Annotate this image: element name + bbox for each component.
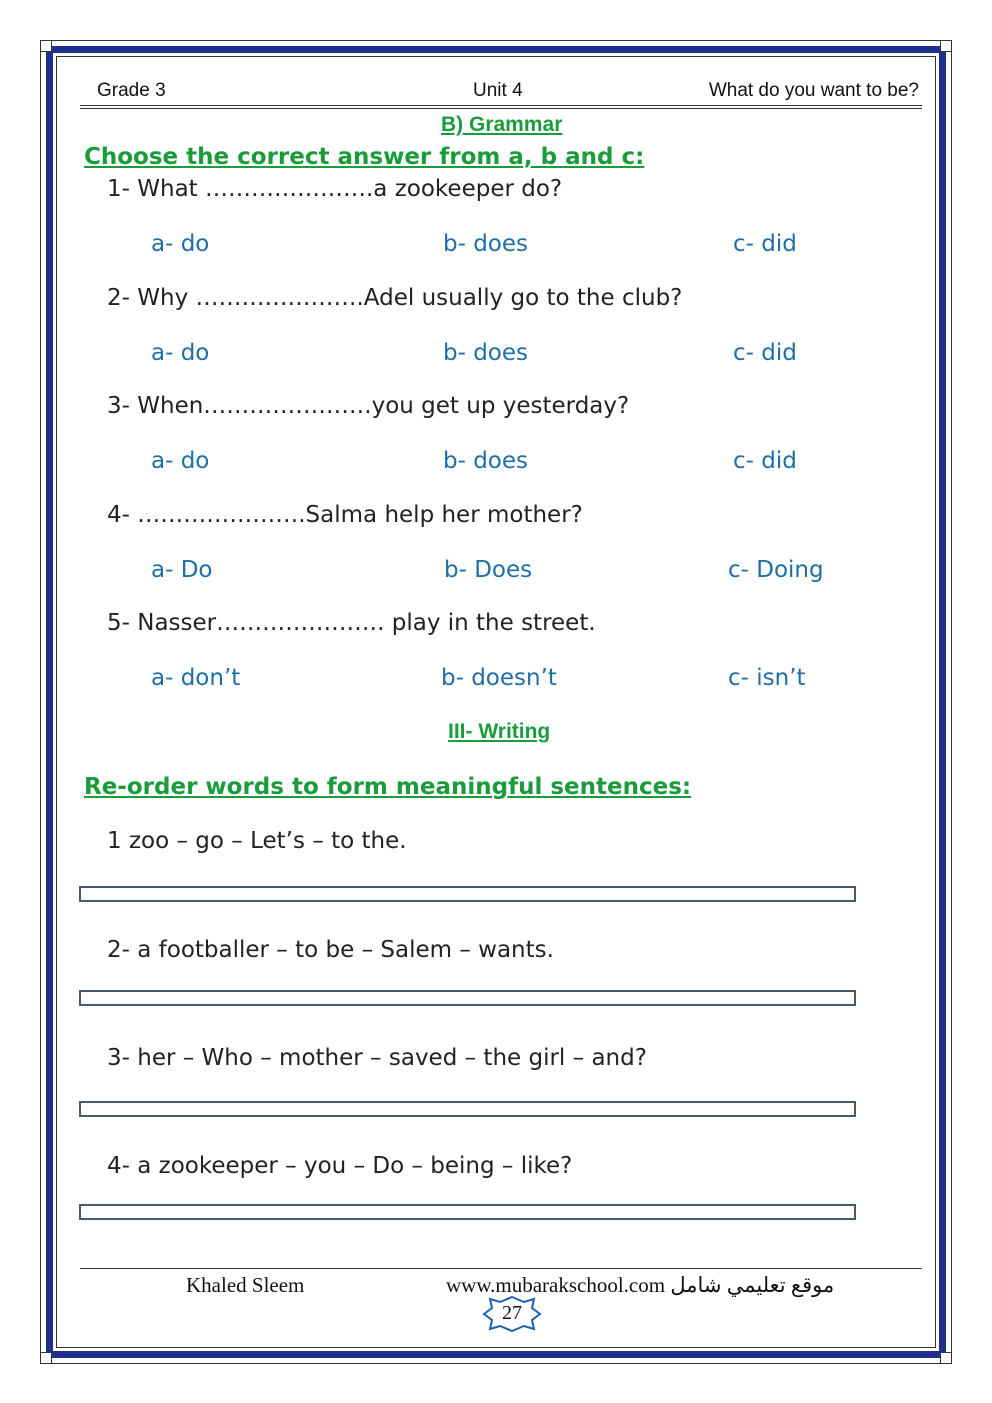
question-5: 5- Nasser…………………. play in the street. — [107, 610, 596, 636]
footer-author: Khaled Sleem — [186, 1273, 305, 1297]
header-title: What do you want to be? — [708, 80, 919, 101]
writing-item-2: 2- a footballer – to be – Salem – wants. — [107, 937, 554, 963]
page-number-badge — [480, 1296, 544, 1332]
option-5b[interactable]: b- doesn’t — [441, 665, 557, 691]
option-4a[interactable]: a- Do — [151, 557, 213, 583]
writing-instruction: Re-order words to form meaningful sentences: — [84, 774, 692, 800]
header-divider — [80, 108, 922, 109]
option-1b[interactable]: b- does — [443, 231, 529, 257]
option-4b[interactable]: b- Does — [444, 557, 533, 583]
footer-divider — [80, 1268, 922, 1269]
option-3c[interactable]: c- did — [733, 448, 797, 474]
header-grade: Grade 3 — [97, 80, 166, 101]
option-2a[interactable]: a- do — [151, 340, 210, 366]
question-2: 2- Why ………………….Adel usually go to the club? — [107, 285, 683, 311]
page-number: 27 — [502, 1302, 522, 1324]
option-5a[interactable]: a- don’t — [151, 665, 241, 691]
answer-line-3[interactable] — [79, 1101, 856, 1117]
option-5c[interactable]: c- isn’t — [728, 665, 806, 691]
writing-item-3: 3- her – Who – mother – saved – the girl – and? — [107, 1045, 647, 1071]
option-1c[interactable]: c- did — [733, 231, 797, 257]
option-4c[interactable]: c- Doing — [728, 557, 824, 583]
writing-item-1: 1 zoo – go – Let’s – to the. — [107, 828, 407, 854]
option-3b[interactable]: b- does — [443, 448, 529, 474]
option-1a[interactable]: a- do — [151, 231, 210, 257]
answer-line-2[interactable] — [79, 990, 856, 1006]
answer-line-4[interactable] — [79, 1204, 856, 1220]
frame-corner — [40, 1352, 52, 1364]
frame-corner — [40, 40, 52, 52]
option-2b[interactable]: b- does — [443, 340, 529, 366]
writing-title: III- Writing — [448, 720, 551, 743]
question-3: 3- When………………….you get up yesterday? — [107, 393, 630, 419]
writing-item-4: 4- a zookeeper – you – Do – being – like? — [107, 1153, 573, 1179]
frame-corner — [940, 40, 952, 52]
option-2c[interactable]: c- did — [733, 340, 797, 366]
header-divider — [80, 105, 922, 106]
frame-corner — [940, 1352, 952, 1364]
header-unit: Unit 4 — [473, 80, 523, 101]
answer-line-1[interactable] — [79, 886, 856, 902]
grammar-instruction: Choose the correct answer from a, b and c: — [84, 144, 645, 170]
question-4: 4- ………………….Salma help her mother? — [107, 502, 583, 528]
option-3a[interactable]: a- do — [151, 448, 210, 474]
footer-website: www.mubarakschool.com موقع تعليمي شامل — [446, 1273, 835, 1297]
grammar-title: B) Grammar — [441, 113, 563, 136]
question-1: 1- What ………………….a zookeeper do? — [107, 176, 563, 202]
